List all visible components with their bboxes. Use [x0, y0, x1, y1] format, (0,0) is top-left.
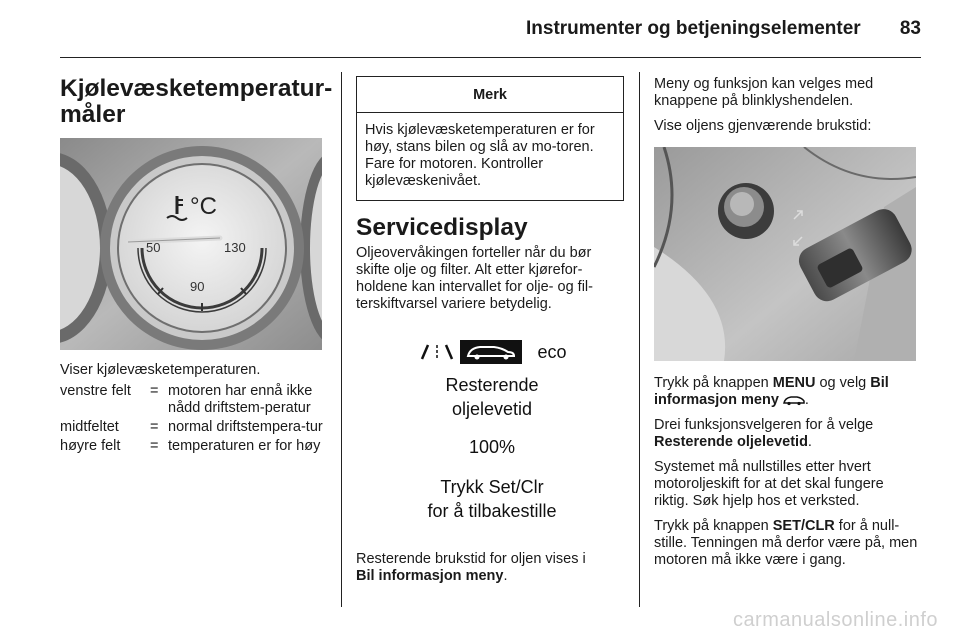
- reset-info: Systemet må nullstilles etter hvert motoroljeskift for at det skal fungere riktig. Søk hjelp hos et verksted.: [654, 459, 884, 509]
- display-line-4: for å tilbakestille: [427, 501, 557, 521]
- definition-term: venstre felt: [60, 383, 131, 399]
- definition-row: [60, 438, 328, 455]
- definition-equals: =: [150, 438, 159, 454]
- reset-step: Trykk på knappen SET/CLR for å null-stille. Tenningen må derfor være på, men motoren må ikke være i gang.: [654, 518, 918, 568]
- select-step: Drei funksjonsvelgeren for å velge Resterende oljelevetid.: [654, 417, 874, 450]
- gauge-unit-label: °C: [190, 193, 217, 220]
- column-menu-instructions: [654, 76, 922, 569]
- eco-label: eco: [537, 342, 567, 362]
- definition-term: midtfeltet: [60, 419, 119, 435]
- note-body: Hvis kjølevæsketemperaturen er for høy, stans bilen og slå av mo-toren. Fare for motoren. Kontroller kjølevæskenivået.: [365, 122, 595, 189]
- column-divider-left: [341, 72, 342, 607]
- header-rule: [60, 57, 921, 58]
- set-clr-button-label: SET/CLR: [772, 518, 835, 534]
- watermark: carmanualsonline.info: [732, 609, 938, 631]
- definition-term: høyre felt: [60, 438, 121, 454]
- menu-intro: Meny og funksjon kan velges med knappene på blinklyshendelen.: [654, 76, 874, 109]
- note-heading: Merk: [357, 77, 623, 113]
- oil-life-lead: Vise oljens gjenværende brukstid:: [654, 118, 872, 134]
- definition-desc: motoren har ennå ikke nådd driftstem-peratur: [168, 383, 313, 416]
- display-line-3: Trykk Set/Clr: [440, 477, 544, 497]
- section-heading-service: Servicedisplay: [356, 214, 528, 241]
- gauge-mark-low: 50: [146, 240, 161, 255]
- definition-equals: =: [150, 383, 159, 399]
- section-heading-coolant: Kjølevæsketemperatur- måler: [60, 75, 333, 128]
- menu-button-label: MENU: [772, 375, 816, 391]
- display-line-2: oljelevetid: [451, 399, 533, 419]
- gauge-mark-high: 130: [224, 240, 246, 255]
- column-coolant-gauge: [60, 75, 333, 457]
- page-number: 83: [899, 18, 921, 39]
- note-box: [356, 76, 624, 201]
- display-line-1: Resterende: [445, 375, 539, 395]
- definition-row: [60, 419, 328, 436]
- page-header: [60, 18, 921, 42]
- menu-step: Trykk på knappen MENU og velg Bil informasjon meny .: [654, 375, 889, 408]
- service-display-figure: [356, 325, 622, 537]
- definition-desc: temperaturen er for høy: [168, 438, 321, 454]
- chapter-title: Instrumenter og betjeningselementer: [526, 18, 861, 39]
- definition-equals: =: [150, 419, 159, 435]
- service-after-text: Resterende brukstid for oljen vises i Bil informasjon meny.: [356, 551, 586, 584]
- gauge-mark-mid: 90: [190, 279, 205, 294]
- column-divider-right: [639, 72, 640, 607]
- car-icon: [783, 394, 805, 406]
- gauge-caption: Viser kjølevæsketemperaturen.: [60, 362, 261, 378]
- definition-row: [60, 383, 328, 417]
- definition-desc: normal driftstempera-tur: [168, 419, 323, 435]
- column-service-display: [356, 76, 624, 585]
- service-intro: Oljeovervåkingen forteller når du bør skifte olje og filter. Alt etter kjørefor-holdene kan intervallet for olje- og fil-terskiftvarsel variere betydelig.: [356, 245, 593, 312]
- definition-list: [60, 383, 328, 455]
- coolant-gauge-figure: [60, 138, 322, 350]
- display-percent: 100%: [468, 437, 516, 457]
- turn-signal-lever-figure: [654, 147, 916, 361]
